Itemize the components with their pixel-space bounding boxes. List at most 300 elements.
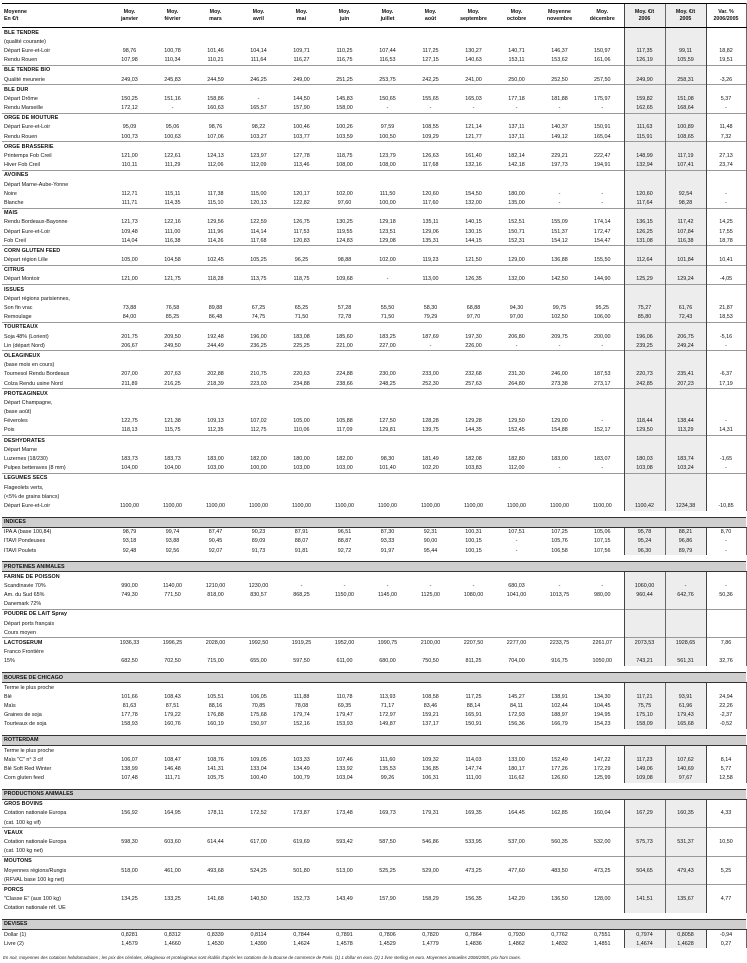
value-cell xyxy=(581,847,624,857)
value-cell xyxy=(538,285,581,295)
value-cell xyxy=(624,142,665,152)
value-cell xyxy=(323,648,366,657)
value-cell: 137,11 xyxy=(508,133,525,140)
table-row xyxy=(2,123,746,132)
value-cell xyxy=(151,828,194,838)
value-cell: 132,94 xyxy=(624,161,665,171)
value-cell xyxy=(366,208,409,218)
value-cell: 1041,00 xyxy=(506,592,527,599)
value-cell xyxy=(280,436,323,446)
value-cell: -0,52 xyxy=(706,720,746,729)
category-row xyxy=(2,65,746,75)
value-cell: 88,16 xyxy=(208,702,223,709)
value-cell: 106,05 xyxy=(250,693,267,700)
row-label: (cat. 100 kg net) xyxy=(4,848,43,855)
value-cell: 107,41 xyxy=(665,161,706,171)
value-cell: 242,25 xyxy=(422,76,439,83)
value-cell xyxy=(452,745,495,755)
value-cell: 127,50 xyxy=(379,418,396,425)
value-cell: 150,91 xyxy=(594,124,611,131)
value-cell xyxy=(624,683,665,693)
value-cell: 21,87 xyxy=(706,303,746,312)
value-cell xyxy=(495,600,538,610)
value-cell: 112,09 xyxy=(250,162,267,169)
value-cell xyxy=(495,847,538,857)
value-cell xyxy=(194,436,237,446)
value-cell: - xyxy=(706,198,746,208)
value-cell: 1,4660 xyxy=(164,940,181,947)
header-line: Moy. xyxy=(338,9,351,16)
row-label: DESHYDRATES xyxy=(2,436,108,446)
value-cell xyxy=(194,492,237,501)
value-cell xyxy=(665,389,706,399)
row-label: CITRUS xyxy=(2,265,108,275)
value-cell: 102,45 xyxy=(207,257,224,264)
value-cell: 97,67 xyxy=(665,774,706,783)
value-cell xyxy=(538,28,581,38)
value-cell xyxy=(151,492,194,501)
row-label: GROS BOVINS xyxy=(2,799,108,809)
table-row xyxy=(2,56,746,66)
value-cell xyxy=(706,142,746,152)
value-cell: 68,88 xyxy=(466,305,481,312)
value-cell: 194,91 xyxy=(594,162,611,169)
value-cell: 157,90 xyxy=(293,105,310,112)
value-cell xyxy=(237,351,280,361)
value-cell: 4,77 xyxy=(706,895,746,904)
value-cell: 1,4579 xyxy=(121,940,138,947)
value-cell: 830,57 xyxy=(250,592,267,599)
header-line: octobre xyxy=(506,15,527,22)
value-cell xyxy=(452,142,495,152)
value-cell xyxy=(237,208,280,218)
value-cell: - xyxy=(706,104,746,114)
row-label: Noire xyxy=(4,190,17,197)
value-cell: 117,25 xyxy=(465,693,482,700)
value-cell xyxy=(280,609,323,619)
category-row xyxy=(2,473,746,483)
value-cell: 84,00 xyxy=(122,314,137,321)
value-cell xyxy=(538,619,581,628)
value-cell xyxy=(495,294,538,303)
value-cell: 1928,65 xyxy=(665,638,706,648)
note-row xyxy=(2,180,746,189)
value-cell: 2028,00 xyxy=(194,638,237,648)
value-cell: 206,75 xyxy=(665,332,706,341)
note-row xyxy=(2,745,746,755)
category-row xyxy=(2,208,746,218)
value-cell xyxy=(706,85,746,95)
value-cell: 134,30 xyxy=(594,693,611,700)
value-cell xyxy=(237,885,280,895)
value-cell xyxy=(706,828,746,838)
value-cell xyxy=(706,856,746,866)
row-label: Départ Eure-et-Loir xyxy=(4,124,51,131)
row-label: Printemps Fob Creil xyxy=(4,153,52,160)
value-cell: 95,24 xyxy=(624,537,665,546)
value-cell xyxy=(665,285,706,295)
value-cell xyxy=(151,628,194,638)
value-cell: - xyxy=(558,342,561,349)
value-cell xyxy=(194,351,237,361)
value-cell: 560,35 xyxy=(551,839,568,846)
value-cell: 159,21 xyxy=(422,712,439,719)
value-cell: 14,31 xyxy=(706,426,746,436)
value-cell: 107,62 xyxy=(665,755,706,764)
value-cell xyxy=(280,492,323,501)
value-cell xyxy=(237,170,280,180)
value-cell xyxy=(151,142,194,152)
value-cell xyxy=(280,745,323,755)
value-cell xyxy=(151,28,194,38)
value-cell: 561,31 xyxy=(665,657,706,666)
value-cell xyxy=(538,436,581,446)
value-cell: 140,37 xyxy=(551,124,568,131)
category-row xyxy=(2,28,746,38)
value-cell: - xyxy=(515,547,518,554)
value-cell: 116,27 xyxy=(293,57,310,64)
value-cell xyxy=(538,875,581,885)
value-cell xyxy=(108,246,151,256)
value-cell xyxy=(452,285,495,295)
value-cell: 112,64 xyxy=(624,256,665,266)
value-cell: 95,25 xyxy=(595,305,609,312)
value-cell xyxy=(237,361,280,370)
value-cell: 252,50 xyxy=(551,76,568,83)
value-cell xyxy=(151,37,194,46)
value-cell xyxy=(706,436,746,446)
value-cell: 172,29 xyxy=(594,765,611,772)
value-cell xyxy=(665,648,706,657)
value-cell xyxy=(151,351,194,361)
value-cell: - xyxy=(300,582,303,589)
value-cell: 108,65 xyxy=(665,132,706,142)
value-cell: 98,28 xyxy=(665,198,706,208)
value-cell xyxy=(366,170,409,180)
value-cell xyxy=(151,648,194,657)
value-cell: 120,60 xyxy=(422,190,439,197)
value-cell xyxy=(151,483,194,492)
price-table xyxy=(2,3,747,948)
value-cell: 1,4851 xyxy=(594,940,611,947)
value-cell: -4,05 xyxy=(706,275,746,285)
value-cell: 187,53 xyxy=(594,371,611,378)
value-cell xyxy=(581,436,624,446)
value-cell: 124,13 xyxy=(207,153,224,160)
value-cell: 103,00 xyxy=(207,465,224,472)
section-band xyxy=(2,919,746,929)
value-cell xyxy=(452,85,495,95)
value-cell: 1100,00 xyxy=(334,502,355,509)
value-cell: 129,18 xyxy=(379,219,396,226)
value-cell: 210,75 xyxy=(250,371,267,378)
value-cell: 619,69 xyxy=(293,839,310,846)
row-label: Tourteaux de soja xyxy=(4,721,47,728)
value-cell xyxy=(409,246,452,256)
value-cell: - xyxy=(515,342,518,349)
value-cell: 103,33 xyxy=(293,756,310,763)
value-cell: 111,29 xyxy=(164,162,181,169)
value-cell xyxy=(452,609,495,619)
value-cell: 149,87 xyxy=(379,721,396,728)
value-cell: 129,08 xyxy=(379,237,396,244)
value-cell: 160,35 xyxy=(665,809,706,818)
value-cell: 11,48 xyxy=(706,123,746,132)
value-cell: 111,96 xyxy=(207,228,224,235)
value-cell: 134,49 xyxy=(293,765,310,772)
value-cell xyxy=(280,572,323,582)
value-cell: 715,00 xyxy=(207,658,224,665)
value-cell xyxy=(409,180,452,189)
section-band-title: ROTTERDAM xyxy=(2,735,746,745)
value-cell xyxy=(366,389,409,399)
value-cell: 132,00 xyxy=(508,276,525,283)
value-cell xyxy=(665,142,706,152)
row-label: Départ ports français xyxy=(4,620,55,627)
value-cell: 231,30 xyxy=(508,371,525,378)
value-cell xyxy=(538,142,581,152)
table-row xyxy=(2,46,746,55)
value-cell xyxy=(452,483,495,492)
value-cell: 134,25 xyxy=(121,896,138,903)
value-cell: 154,47 xyxy=(594,237,611,244)
value-cell xyxy=(366,492,409,501)
value-cell: 112,00 xyxy=(508,465,525,472)
value-cell xyxy=(409,572,452,582)
value-cell: 114,04 xyxy=(121,237,138,244)
value-cell: 79,29 xyxy=(423,314,438,321)
value-cell: 91,73 xyxy=(251,547,266,554)
value-cell xyxy=(665,572,706,582)
value-cell: 1100,00 xyxy=(377,502,398,509)
value-cell xyxy=(280,113,323,123)
value-cell: 129,56 xyxy=(207,219,224,226)
value-cell: 100,00 xyxy=(250,465,267,472)
value-cell xyxy=(323,436,366,446)
value-cell xyxy=(581,85,624,95)
value-cell xyxy=(706,492,746,501)
value-cell: 181,49 xyxy=(422,456,439,463)
value-cell xyxy=(194,142,237,152)
header-line: mai xyxy=(296,15,307,22)
row-label: PORCS xyxy=(2,885,108,895)
value-cell xyxy=(194,799,237,809)
value-cell: 1100,00 xyxy=(248,502,269,509)
value-cell: -0,94 xyxy=(706,929,746,939)
value-cell xyxy=(706,65,746,75)
value-cell xyxy=(665,799,706,809)
value-cell xyxy=(366,398,409,407)
value-cell: 108,47 xyxy=(164,756,181,763)
value-cell: 99,74 xyxy=(165,529,180,536)
value-cell xyxy=(624,473,665,483)
value-cell xyxy=(624,265,665,275)
note-row xyxy=(2,600,746,610)
value-cell: 235,41 xyxy=(665,370,706,379)
value-cell xyxy=(665,180,706,189)
value-cell: 140,63 xyxy=(465,57,482,64)
value-cell xyxy=(323,847,366,857)
value-cell xyxy=(581,600,624,610)
value-cell xyxy=(237,113,280,123)
value-cell: 1992,50 xyxy=(237,638,280,648)
value-cell: 105,59 xyxy=(665,56,706,66)
value-cell: 209,75 xyxy=(551,333,568,340)
value-cell: 249,90 xyxy=(624,75,665,85)
value-cell: 249,03 xyxy=(121,76,138,83)
value-cell: 229,21 xyxy=(551,153,568,160)
value-cell xyxy=(237,818,280,828)
value-cell: 230,00 xyxy=(379,371,396,378)
value-cell xyxy=(366,600,409,610)
value-cell xyxy=(665,322,706,332)
value-cell xyxy=(665,745,706,755)
value-cell: - xyxy=(429,582,432,589)
value-cell: 123,79 xyxy=(379,153,396,160)
value-cell xyxy=(538,351,581,361)
value-cell xyxy=(323,398,366,407)
value-cell xyxy=(665,85,706,95)
value-cell xyxy=(409,113,452,123)
value-cell: 115,10 xyxy=(207,199,224,206)
value-cell: 245,83 xyxy=(164,76,181,83)
value-cell xyxy=(452,208,495,218)
value-cell xyxy=(624,885,665,895)
value-cell: 125,99 xyxy=(594,775,611,782)
column-header xyxy=(665,4,706,28)
value-cell: 4,33 xyxy=(706,809,746,818)
value-cell xyxy=(706,389,746,399)
value-cell: 93,88 xyxy=(165,538,180,545)
value-cell: -10,85 xyxy=(706,501,746,510)
value-cell xyxy=(194,745,237,755)
value-cell: 2233,75 xyxy=(538,638,581,648)
column-header xyxy=(452,4,495,28)
value-cell xyxy=(409,600,452,610)
value-cell xyxy=(452,600,495,610)
value-cell: 177,18 xyxy=(508,95,525,102)
value-cell xyxy=(280,28,323,38)
value-cell: 196,00 xyxy=(250,333,267,340)
value-cell xyxy=(409,818,452,828)
value-cell xyxy=(366,85,409,95)
value-cell: 1145,00 xyxy=(377,592,398,599)
value-cell xyxy=(194,828,237,838)
value-cell: 168,64 xyxy=(665,104,706,114)
note-row xyxy=(2,875,746,885)
value-cell: 241,00 xyxy=(465,76,482,83)
table-row xyxy=(2,720,746,729)
value-cell xyxy=(280,37,323,46)
footnote: En noir, moyennes des cotations hebdomadaires ; les prix des céréales, oléagineux et protéagineux sont établis d'après les cotations de la Bourse de commerce de Paris. (1) 1 dollar en euro. (2) 1 livre sterling en euro. Moyennes annuelles 2006/2005, prix hors taxes. xyxy=(3,955,522,960)
value-cell xyxy=(323,294,366,303)
value-cell: 1,4628 xyxy=(665,939,706,948)
value-cell: 111,63 xyxy=(624,123,665,132)
value-cell: 531,37 xyxy=(665,837,706,846)
value-cell: 529,00 xyxy=(422,867,439,874)
value-cell xyxy=(452,683,495,693)
value-cell xyxy=(366,361,409,370)
value-cell xyxy=(495,609,538,619)
value-cell xyxy=(280,473,323,483)
value-cell: 98,76 xyxy=(122,47,137,54)
table-body xyxy=(2,28,746,949)
value-cell: 147,22 xyxy=(594,756,611,763)
value-cell: 102,20 xyxy=(422,465,439,472)
header-line: Moy. xyxy=(596,9,609,16)
value-cell xyxy=(237,85,280,95)
value-cell: 88,07 xyxy=(294,538,309,545)
value-cell: 1990,75 xyxy=(366,638,409,648)
header-line: 2005 xyxy=(679,15,692,22)
value-cell xyxy=(581,875,624,885)
header-line: février xyxy=(164,15,181,22)
category-row xyxy=(2,389,746,399)
table-row xyxy=(2,895,746,904)
value-cell xyxy=(194,483,237,492)
value-cell: 1,4832 xyxy=(551,940,568,947)
value-cell xyxy=(495,436,538,446)
row-label: Départ régions parisiennes, xyxy=(4,295,70,302)
value-cell xyxy=(452,37,495,46)
value-cell: 104,58 xyxy=(164,257,181,264)
value-cell: 151,37 xyxy=(551,228,568,235)
table-row xyxy=(2,537,746,546)
value-cell: 92,72 xyxy=(337,547,352,554)
value-cell: 249,50 xyxy=(164,342,181,349)
value-cell: 1050,00 xyxy=(592,658,612,665)
value-cell: 165,57 xyxy=(250,105,267,112)
table-row xyxy=(2,939,746,948)
row-label: (base août) xyxy=(4,409,32,416)
value-cell: 1100,00 xyxy=(119,502,140,509)
value-cell xyxy=(280,294,323,303)
value-cell: 102,00 xyxy=(336,190,353,197)
value-cell xyxy=(323,875,366,885)
value-cell xyxy=(409,904,452,913)
table-row xyxy=(2,189,746,198)
value-cell xyxy=(366,904,409,913)
value-cell: 253,75 xyxy=(379,76,396,83)
value-cell xyxy=(323,628,366,638)
value-cell xyxy=(452,361,495,370)
value-cell xyxy=(237,683,280,693)
value-cell: 89,88 xyxy=(208,305,223,312)
value-cell: 174,14 xyxy=(594,219,611,226)
value-cell: 112,71 xyxy=(121,190,138,197)
value-cell xyxy=(495,856,538,866)
header-row xyxy=(2,4,746,28)
row-label: BLE TENDRE xyxy=(4,29,39,36)
value-cell xyxy=(706,572,746,582)
value-cell xyxy=(581,113,624,123)
value-cell xyxy=(194,170,237,180)
value-cell xyxy=(665,600,706,610)
value-cell: 95,78 xyxy=(624,527,665,537)
value-cell xyxy=(108,683,151,693)
row-label: Pois xyxy=(4,427,15,434)
row-label: LACTOSERUM xyxy=(2,638,108,648)
value-cell: -2,37 xyxy=(706,711,746,720)
value-cell xyxy=(237,492,280,501)
section-band-title: PROTEINES ANIMALES xyxy=(2,562,746,572)
value-cell xyxy=(581,180,624,189)
value-cell: 100,15 xyxy=(465,538,482,545)
value-cell: 118,44 xyxy=(624,417,665,426)
value-cell: - xyxy=(706,581,746,590)
value-cell xyxy=(495,745,538,755)
value-cell: - xyxy=(343,582,346,589)
